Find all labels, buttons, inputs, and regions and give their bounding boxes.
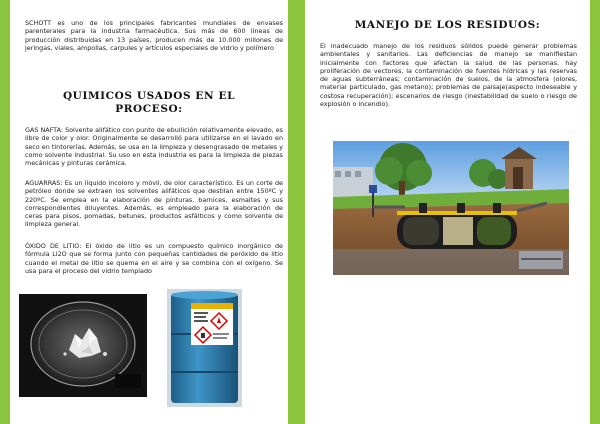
chemicals-heading-line2: PROCESO: <box>115 103 183 115</box>
gas-nafta-paragraph: GAS NAFTA: Solvente alifático con punto de ebullición relativamente elevado, es libre de color y olor. Originalmente se desarrolló para utilizarse en el lavado en seco en tintorerías. Además, se usa en la limpieza y desengrasado de metales y como solvente industrial. Su uso en esta industria es para la limpieza de piezas mecánicas y pinturas cerámica. <box>25 126 283 168</box>
left-green-border <box>0 0 10 424</box>
waste-heading: MANEJO DE LOS RESIDUOS: <box>354 19 541 31</box>
lithium-oxide-photo <box>19 294 147 397</box>
schott-intro: SCHOTT es uno de los principales fabricantes mundiales de envases parenterales para la industria farmacéutica. Sus más de 600 líneas de producción distribuidas en 13 países, producen más de 10.000 millones de jeringas, viales, ampollas, carpules y artículos especiales de vidrio y polímero <box>25 19 283 52</box>
chemicals-heading-line1: QUIMICOS USADOS EN EL <box>62 90 236 102</box>
septic-tank-illustration <box>333 141 569 275</box>
oxido-litio-paragraph: ÓXIDO DE LITIO: El óxido de litio es un compuesto químico inorgánico de fórmula Li2O que se forma junto con pequeñas cantidades de peróxido de litio cuando el metal de litio se quema en el aire y se combina con el oxígeno. Se usa para el proceso del vidrio templado <box>25 242 283 275</box>
solvent-drum-photo <box>167 289 242 407</box>
center-green-gutter <box>288 0 305 424</box>
aguarras-paragraph: AGUARRAS: Es un líquido incoloro y móvil, de olor característico. Es un corte de petróleo donde se extraen los solventes alifáticos que destilan entre 150ºC y 220ºC. Se emplea en la elaboración de pinturas, barnices, esmaltes y sus correspondientes diluyentes. Además, es empleado para la elaboración de ceras para pisos, pomadas, betunes, productos asfálticos y como solvente de limpieza general. <box>25 179 283 229</box>
left-page <box>10 0 288 424</box>
right-page <box>305 0 590 424</box>
chemicals-heading <box>40 90 258 116</box>
waste-paragraph: El inadecuado manejo de los residuos sólidos puede generar problemas ambientales y sanitarios. Las deficiencias de manejo se manifiestan inicialmente con factores que afectan la salud de las personas. hay proliferación de vectores, la contaminación de fuentes hídricas y las reservas de aguas subterráneas; contaminación de suelos, de la atmosfera (olores, material particulado, gas metano); problemas de paisaje(aspecto indeseable y costosa recuperación); escenarios de riesgo (inestabilidad de suelo o riesgo de explosión o incendio). <box>320 42 577 109</box>
right-green-border <box>590 0 600 424</box>
